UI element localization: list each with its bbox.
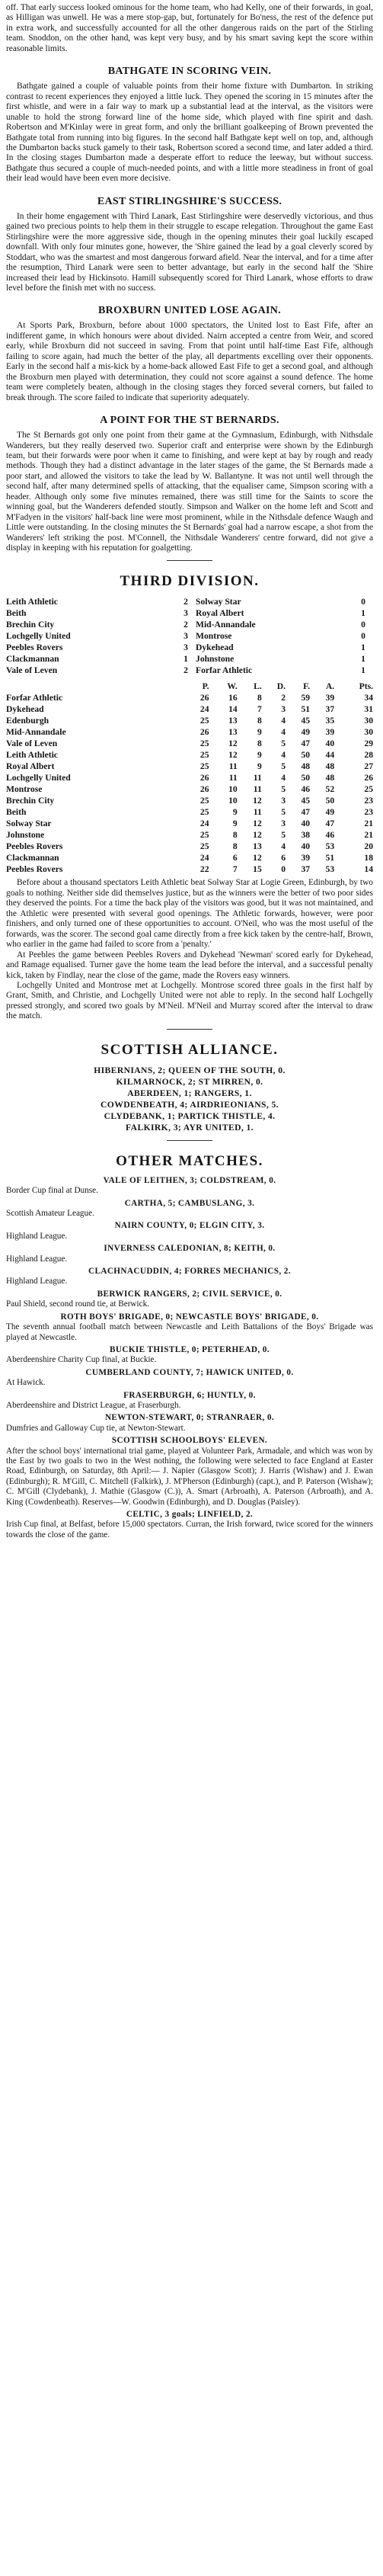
section-heading: EAST STIRLINGSHIRE'S SUCCESS. <box>97 195 282 207</box>
stat-d: 3 <box>281 819 286 829</box>
team-column-header <box>6 681 184 692</box>
home-team: Beith <box>6 608 27 619</box>
stat-l: 13 <box>253 841 262 852</box>
league-table <box>6 681 373 875</box>
stat-p: 25 <box>199 761 209 772</box>
match-entry <box>6 1221 373 1242</box>
stat-l: 9 <box>257 727 262 738</box>
stat-w: 13 <box>228 716 238 726</box>
stat-w: 14 <box>228 704 238 715</box>
away-team: Solway Star <box>196 597 241 607</box>
stat-pts: 25 <box>364 784 373 795</box>
away-score: 0 <box>361 597 365 607</box>
match-title: NAIRN COUNTY, 0; ELGIN CITY, 3. <box>114 1221 265 1231</box>
home-team: Vale of Leven <box>6 665 58 676</box>
st-bernards-section <box>6 414 373 553</box>
alliance-result: HIBERNIANS, 2; QUEEN OF THE SOUTH, 0. <box>94 1065 286 1075</box>
stat-a: 48 <box>325 773 335 783</box>
match-report: Paul Shield, second round tie, at Berwick. <box>6 1299 149 1309</box>
match-report: Aberdeenshire Charity Cup final, at Buckie. <box>6 1355 157 1365</box>
match-entry <box>6 1413 373 1434</box>
stat-d: 3 <box>281 796 286 806</box>
away-team: Mid-Annandale <box>196 620 256 630</box>
match-entry <box>6 1244 373 1264</box>
match-title: CUMBERLAND COUNTY, 7; HAWICK UNITED, 0. <box>85 1367 294 1377</box>
stat-d: 3 <box>281 704 286 715</box>
column-header: D. <box>276 681 286 692</box>
stat-w: 11 <box>228 773 238 783</box>
results-table <box>6 596 373 676</box>
result-row <box>6 642 373 653</box>
team-name: Brechin City <box>6 796 55 806</box>
match-title: ROTH BOYS' BRIGADE, 0; NEWCASTLE BOYS' BRIGADE, 0. <box>60 1312 319 1322</box>
league-row <box>6 852 373 863</box>
stat-f: 46 <box>301 784 311 795</box>
stat-w: 9 <box>232 807 238 818</box>
column-header: F. <box>303 681 311 692</box>
stat-pts: 18 <box>364 853 373 863</box>
stat-f: 40 <box>301 819 311 829</box>
home-score: 3 <box>184 642 188 653</box>
league-row <box>6 829 373 841</box>
stat-f: 49 <box>301 727 311 738</box>
match-report: The seventh annual football match between Newcastle and Leith Battalions of the Boys' Brigade was played at Newcastle. <box>6 1322 373 1342</box>
section-divider <box>167 1140 212 1141</box>
stat-p: 25 <box>199 796 209 806</box>
stat-f: 45 <box>301 796 311 806</box>
home-team: Clackmannan <box>6 654 59 665</box>
intro-paragraph: off. That early success looked ominous for the home team, who had Kelly, one of their forwards, in goal, as Hilligan was unwell. He was a mere stop-gap, but, fortunately for Bo'ness, the rest of the defence put in extra work, and successfully accounted for all the other dangerous raids on the part of the Stirling team. Snoddon, on the other hand, was kept very busy, and by his smart saving kept the score within reasonable limits. <box>6 3 373 53</box>
other-matches-section <box>6 1153 373 1540</box>
stat-w: 16 <box>228 693 238 703</box>
stat-f: 51 <box>301 704 311 715</box>
stat-w: 8 <box>232 841 238 852</box>
stat-a: 37 <box>325 704 335 715</box>
away-team: Royal Albert <box>196 608 244 619</box>
stat-d: 2 <box>281 693 286 703</box>
stat-a: 48 <box>325 761 335 772</box>
match-entry <box>6 1176 373 1197</box>
scottish-alliance-section <box>6 1042 373 1133</box>
stat-p: 25 <box>199 716 209 726</box>
stat-l: 9 <box>257 750 262 761</box>
stat-pts: 31 <box>364 704 373 715</box>
alliance-result: CLYDEBANK, 1; PARTICK THISTLE, 4. <box>104 1110 276 1121</box>
stat-l: 8 <box>257 716 262 726</box>
stat-a: 44 <box>325 750 335 761</box>
stat-p: 22 <box>199 864 209 875</box>
stat-pts: 30 <box>364 727 373 738</box>
stat-f: 37 <box>301 864 311 875</box>
stat-l: 9 <box>257 761 262 772</box>
stat-d: 4 <box>281 841 286 852</box>
stat-l: 7 <box>257 704 262 715</box>
stat-p: 25 <box>199 750 209 761</box>
team-name: Peebles Rovers <box>6 841 63 852</box>
stat-a: 53 <box>325 841 335 852</box>
stat-p: 24 <box>199 819 209 829</box>
stat-w: 10 <box>228 796 238 806</box>
alliance-results <box>6 1065 373 1133</box>
stat-a: 47 <box>325 819 335 829</box>
stat-l: 12 <box>253 819 262 829</box>
match-title: NEWTON-STEWART, 0; STRANRAER, 0. <box>104 1413 275 1423</box>
team-name: Johnstone <box>6 830 45 841</box>
other-match-list <box>6 1176 373 1540</box>
alliance-result: ABERDEEN, 1; RANGERS, 1. <box>127 1088 252 1098</box>
team-name: Royal Albert <box>6 761 55 772</box>
article-paragraph: Lochgelly United and Montrose met at Lochgelly. Montrose scored three goals in the first half by Grant, Smith, and Christie, and Lochgelly United were not able to reply. In the second half Lochgelly pressed strongly, and scored two goals by M'Neil. M'Neil and Murray scored after the interval to draw the match. <box>6 981 373 1021</box>
section-heading: A POINT FOR THE ST BERNARDS. <box>100 415 279 427</box>
match-title: BUCKIE THISTLE, 0; PETERHEAD, 0. <box>110 1344 270 1354</box>
match-title: SCOTTISH SCHOOLBOYS' ELEVEN. <box>111 1436 268 1446</box>
stat-p: 25 <box>199 841 209 852</box>
stat-a: 52 <box>325 784 335 795</box>
stat-d: 5 <box>281 830 286 841</box>
match-report: After the school boys' international trial game, played at Volunteer Park, Armadale, and which was won by the East by two goals to two in the West nothing, the following were selected to face England at Easter Road, Edinburgh, on Saturday, 8th April:— J. Napier (Glasgow Scott); J. Harris (Wishaw) and J. Ewan (Edinburgh); R. M'Gill, C. Mitchell (Falkirk), J. M'Pherson (Edinburgh) (capt.), and P. Paterson (Wishaw); C. M'Gill (Clydebank), J. Mathie (Glasgow (C.)), A. Smart (Arbroath), A. Paterson (Arbroath), and A. King (Cowdenbeath). Reserves—W. Goodwin (Edinburgh), and D. Douglas (Paisley). <box>6 1446 373 1507</box>
league-row <box>6 692 373 703</box>
stat-pts: 14 <box>364 864 373 875</box>
stat-a: 39 <box>325 727 335 738</box>
away-team: Montrose <box>196 631 232 642</box>
stat-a: 46 <box>325 830 335 841</box>
team-name: Beith <box>6 807 27 818</box>
stat-a: 49 <box>325 807 335 818</box>
article-paragraph: Before about a thousand spectators Leith Athletic beat Solway Star at Logie Green, Edinburgh, by two goals to nothing. Neither side did themselves justice, but as the winners were the better of two poor sides they deserved the points. For a time the back play of the visitors was good, but it was not maintained, and the Athletic were presented with several good openings. The Athletic forwards, however, were poor finishers, and only turned one of these opportunities to account. O'Neil, who was the most useful of the forwards, was the scorer. The second goal came directly from a free kick taken by the centre-half, Brown, who earlier in the game had failed to score from a 'penalty.' <box>6 878 373 950</box>
stat-l: 8 <box>257 739 262 749</box>
bathgate-section <box>6 65 373 184</box>
stat-w: 6 <box>232 853 238 863</box>
stat-f: 45 <box>301 716 311 726</box>
match-title: FRASERBURGH, 6; HUNTLY, 0. <box>123 1390 256 1400</box>
broxburn-section <box>6 304 373 403</box>
match-title: BERWICK RANGERS, 2; CIVIL SERVICE, 0. <box>97 1289 282 1299</box>
stat-l: 12 <box>253 796 262 806</box>
stat-a: 50 <box>325 796 335 806</box>
stat-f: 50 <box>301 750 311 761</box>
column-header: P. <box>202 681 209 692</box>
match-title: VALE OF LEITHEN, 3; COLDSTREAM, 0. <box>103 1175 276 1185</box>
match-entry <box>6 1510 373 1540</box>
league-row <box>6 841 373 852</box>
league-row <box>6 761 373 772</box>
league-row <box>6 772 373 783</box>
home-score: 3 <box>184 608 188 619</box>
match-title: CLACHNACUDDIN, 4; FORRES MECHANICS, 2. <box>88 1267 291 1277</box>
stat-d: 5 <box>281 761 286 772</box>
section-heading: BROXBURN UNITED LOSE AGAIN. <box>98 305 281 317</box>
away-score: 0 <box>361 631 365 642</box>
stat-d: 5 <box>281 807 286 818</box>
team-name: Forfar Athletic <box>6 693 63 703</box>
match-title: CELTIC, 3 goals; LINFIELD, 2. <box>126 1510 254 1520</box>
match-report: Scottish Amateur League. <box>6 1209 94 1219</box>
stat-pts: 29 <box>364 739 373 749</box>
match-report: At Hawick. <box>6 1378 46 1388</box>
stat-l: 11 <box>253 773 262 783</box>
home-team: Brechin City <box>6 620 55 630</box>
league-row <box>6 749 373 761</box>
home-score: 2 <box>184 620 188 630</box>
stat-l: 8 <box>257 693 262 703</box>
home-score: 1 <box>184 654 188 665</box>
stat-p: 24 <box>199 704 209 715</box>
stat-d: 6 <box>281 853 286 863</box>
stat-pts: 34 <box>364 693 373 703</box>
stat-w: 11 <box>228 761 238 772</box>
alliance-result: KILMARNOCK, 2; ST MIRREN, 0. <box>116 1076 263 1087</box>
match-entry <box>6 1290 373 1310</box>
away-score: 1 <box>361 654 365 665</box>
match-entry <box>6 1368 373 1389</box>
away-score: 1 <box>361 665 365 676</box>
section-heading: THIRD DIVISION. <box>120 573 260 590</box>
stat-f: 48 <box>301 761 311 772</box>
stat-d: 4 <box>281 773 286 783</box>
stat-d: 4 <box>281 716 286 726</box>
league-row <box>6 703 373 715</box>
stat-p: 26 <box>199 773 209 783</box>
home-team: Peebles Rovers <box>6 642 63 653</box>
home-score: 2 <box>184 597 188 607</box>
away-team: Forfar Athletic <box>196 665 253 676</box>
team-name: Lochgelly United <box>6 773 71 783</box>
result-row <box>6 653 373 665</box>
result-row <box>6 665 373 676</box>
match-report: Highland League. <box>6 1254 68 1264</box>
stat-l: 12 <box>253 830 262 841</box>
away-team: Johnstone <box>196 654 235 665</box>
stat-w: 8 <box>232 830 238 841</box>
stat-l: 15 <box>253 864 262 875</box>
match-report: Aberdeenshire and District League, at Fraserburgh. <box>6 1400 181 1410</box>
alliance-result: COWDENBEATH, 4; AIRDRIEONIANS, 5. <box>101 1099 279 1110</box>
stat-p: 26 <box>199 727 209 738</box>
stat-w: 7 <box>232 864 238 875</box>
team-name: Mid-Annandale <box>6 727 66 738</box>
match-entry <box>6 1436 373 1507</box>
stat-f: 59 <box>301 693 311 703</box>
home-team: Leith Athletic <box>6 597 58 607</box>
result-row <box>6 596 373 607</box>
stat-d: 4 <box>281 727 286 738</box>
match-title: CARTHA, 5; CAMBUSLANG, 3. <box>124 1198 255 1208</box>
team-name: Leith Athletic <box>6 750 58 761</box>
league-row <box>6 863 373 875</box>
stat-p: 24 <box>199 853 209 863</box>
column-header: A. <box>325 681 335 692</box>
match-report: Highland League. <box>6 1277 68 1286</box>
stat-a: 39 <box>325 693 335 703</box>
stat-a: 40 <box>325 739 335 749</box>
league-row <box>6 783 373 795</box>
match-report: Border Cup final at Dunse. <box>6 1186 98 1196</box>
stat-p: 26 <box>199 693 209 703</box>
column-header: W. <box>227 681 238 692</box>
match-title: INVERNESS CALEDONIAN, 8; KEITH, 0. <box>104 1244 276 1254</box>
stat-d: 4 <box>281 750 286 761</box>
stat-f: 47 <box>301 739 311 749</box>
section-divider <box>167 1029 212 1030</box>
team-name: Vale of Leven <box>6 739 58 749</box>
stat-a: 53 <box>325 864 335 875</box>
home-team: Lochgelly United <box>6 631 71 642</box>
match-entry <box>6 1267 373 1287</box>
team-name: Dykehead <box>6 704 44 715</box>
league-row <box>6 726 373 738</box>
team-name: Clackmannan <box>6 853 59 863</box>
match-entry <box>6 1391 373 1411</box>
section-heading: BATHGATE IN SCORING VEIN. <box>107 66 272 78</box>
league-row <box>6 818 373 829</box>
league-row <box>6 795 373 806</box>
stat-d: 5 <box>281 784 286 795</box>
away-score: 0 <box>361 620 365 630</box>
stat-p: 25 <box>199 807 209 818</box>
stat-pts: 23 <box>364 796 373 806</box>
stat-w: 10 <box>228 784 238 795</box>
stat-l: 11 <box>253 807 262 818</box>
column-header: Pts. <box>359 681 373 692</box>
stat-f: 39 <box>301 853 311 863</box>
home-score: 2 <box>184 665 188 676</box>
match-entry <box>6 1199 373 1219</box>
stat-pts: 27 <box>364 761 373 772</box>
section-heading: SCOTTISH ALLIANCE. <box>101 1041 279 1058</box>
stat-pts: 28 <box>364 750 373 761</box>
result-row <box>6 630 373 642</box>
alliance-result: FALKIRK, 3; AYR UNITED, 1. <box>126 1122 254 1133</box>
away-score: 1 <box>361 642 365 653</box>
stat-w: 9 <box>232 819 238 829</box>
stat-pts: 21 <box>364 830 373 841</box>
section-heading: OTHER MATCHES. <box>116 1152 263 1169</box>
stat-pts: 20 <box>364 841 373 852</box>
stat-f: 50 <box>301 773 311 783</box>
stat-l: 11 <box>253 784 262 795</box>
team-name: Edenburgh <box>6 716 49 726</box>
stat-p: 25 <box>199 830 209 841</box>
stat-p: 25 <box>199 739 209 749</box>
league-row <box>6 806 373 818</box>
stat-f: 40 <box>301 841 311 852</box>
stat-a: 35 <box>325 716 335 726</box>
match-report: Highland League. <box>6 1231 68 1241</box>
third-division-section <box>6 573 373 1021</box>
away-score: 1 <box>361 608 365 619</box>
stat-pts: 21 <box>364 819 373 829</box>
match-entry <box>6 1312 373 1343</box>
home-score: 3 <box>184 631 188 642</box>
match-entry <box>6 1345 373 1366</box>
match-report: Irish Cup final, at Belfast, before 15,000 spectators. Curran, the Irish forward, twice scored for the winners towards the close of the game. <box>6 1520 373 1540</box>
team-name: Montrose <box>6 784 43 795</box>
stat-d: 0 <box>281 864 286 875</box>
east-stirling-section <box>6 195 373 294</box>
article-paragraph: At Sports Park, Broxburn, before about 1000 spectators, the United lost to East Fife, after an indifferent game, in which honours were about divided. Nairn accepted a centre from Weir, and scored early, while Broxburn did not succeed in saving. From that point until half-time East Fife, although failing to score again, had much the better of the play, all departments excelling over their opponents. Early in the second half a mis-kick by a home-back allowed East Fife to get a second goal, and although the Broxburn men played with determination, they could not score against a sound defence. The home team were completely beaten, although in the closing stages they forced several corners, but failed to break through. The score failed to indicate that superiority adequately. <box>6 321 373 402</box>
stat-w: 12 <box>228 750 238 761</box>
team-name: Solway Star <box>6 819 52 829</box>
stat-f: 38 <box>301 830 311 841</box>
away-team: Dykehead <box>196 642 234 653</box>
section-divider <box>167 560 212 561</box>
league-row <box>6 715 373 726</box>
article-paragraph: At Peebles the game between Peebles Rovers and Dykehead 'Newman' scored early for Dykehead, and Ramage equalised. Turner gave the home team the lead before the interval, and a successful penalty kick, taken by Findlay, near the close of the game, made the Rovers easy winners. <box>6 950 373 980</box>
result-row <box>6 607 373 619</box>
stat-a: 51 <box>325 853 335 863</box>
article-paragraph: Bathgate gained a couple of valuable points from their home fixture with Dumbarton. In striking contrast to recent experiences they enjoyed a little luck. They opened the scoring in 15 minutes after the first whistle, and were in a fair way to mark up a substantial lead at the interval, as the visitors were unable to hold the strong forward line of the home side, which played with fine spirit and dash. Robertson and M'Kinlay were in great form, and only the brilliant goalkeeping of Brown prevented the Bathgate total from running into big figures. In the second half Bathgate kept well on top, and, although the Dumbarton backs stuck gamely to their task, Robertson scored a second time, and later added a third. In the closing stages Dumbarton made a desperate effort to reduce the leeway, but without success. Bathgate thus secured a couple of much-needed points, and with a little more steadiness in front of goal their lead would have been even more decisive. <box>6 82 373 184</box>
column-header: L. <box>254 681 262 692</box>
stat-w: 12 <box>228 739 238 749</box>
article-paragraph: In their home engagement with Third Lanark, East Stirlingshire were deservedly victorious, and thus gained two precious points to help them in their struggle to escape relegation. Throughout the game East Stirlingshire were the more aggressive side, though in the opening minutes their goal luckily escaped downfall. With only four minutes gone, however, the 'Shire gained the lead by a goal cleverly scored by Stoddart, who was the smartest and most dangerous forward afield. Near the interval, and for a time after the resumption, Third Lanark were seen to better advantage, but early in the second half the 'Shire increased their lead by Hickinsoto. Hamill subsequently scored for Third Lanark, whose efforts to draw level before the finish met with no success. <box>6 211 373 293</box>
stat-l: 12 <box>253 853 262 863</box>
stat-f: 47 <box>301 807 311 818</box>
match-report: Dumfries and Galloway Cup tie, at Newton-Stewart. <box>6 1423 186 1433</box>
stat-pts: 23 <box>364 807 373 818</box>
league-row <box>6 738 373 749</box>
team-name: Peebles Rovers <box>6 864 63 875</box>
result-row <box>6 619 373 630</box>
stat-pts: 26 <box>364 773 373 783</box>
stat-pts: 30 <box>364 716 373 726</box>
article-paragraph: The St Bernards got only one point from their game at the Gymnasium, Edinburgh, with Nithsdale Wanderers, but they really deserved two. Superior craft and enterprise were shown by the Edinburgh team, but their forwards were poor when it came to finishing, and were kept at bay by rough and ready methods. Though they had a distinct advantage in the later stages of the game, the St Bernards made a poor start, and allowed the visitors to take the lead by W. Ballantyne. It was not until well through the second half, after many determined spells of attacking, that the equaliser came, Simpson scoring with a header. Although only some five minutes remained, there was still time for the Saints to score the winning goal, but the Wanderers defended stoutly. Simpson and Walker on the home left and Scott and M'Fadyen in the visitors' half-back line were most prominent, while in the Nithsdale defence Waugh and Little were outstanding. In the closing minutes the St Bernards' goal had a narrow escape, a shot from the Wanderers' left striking the post. M'Connell, the Nithsdale Wanderers' centre forward, did not give a display in keeping with his reputation for goalgetting. <box>6 431 373 553</box>
stat-p: 26 <box>199 784 209 795</box>
stat-d: 5 <box>281 739 286 749</box>
stat-w: 13 <box>228 727 238 738</box>
